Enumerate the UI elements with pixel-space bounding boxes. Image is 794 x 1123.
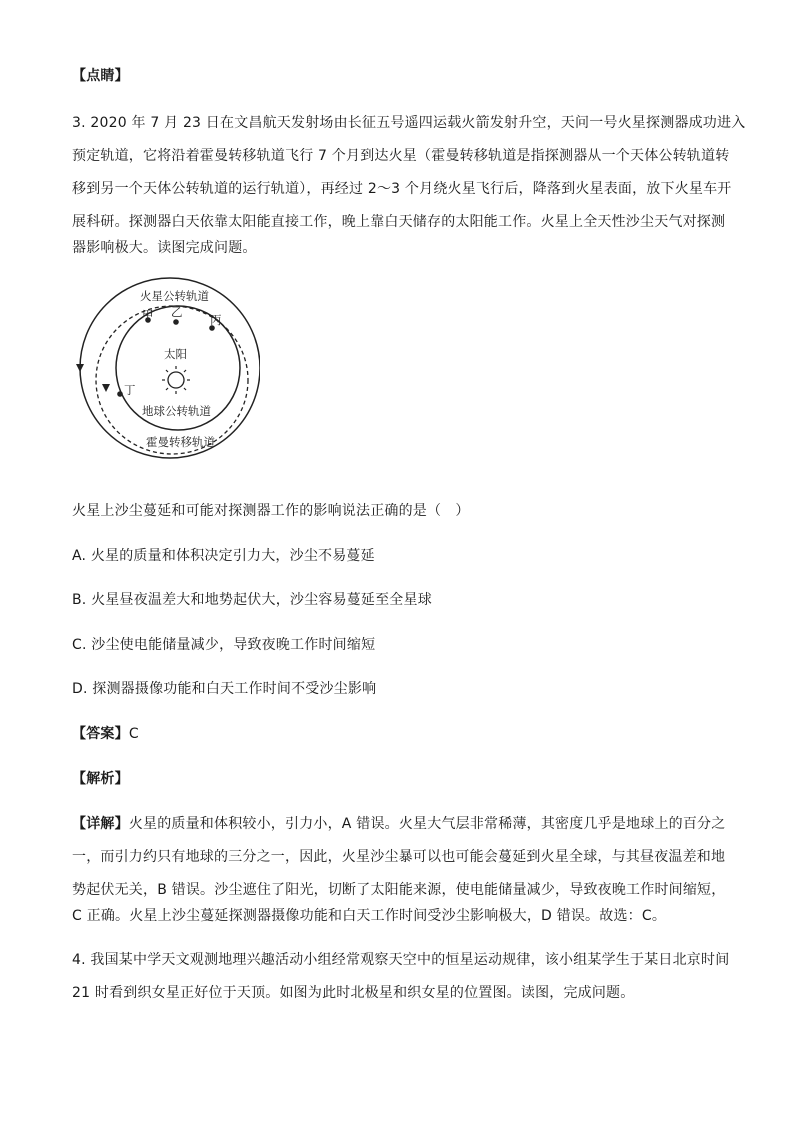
point-jia-label: 甲: [142, 308, 154, 322]
mars-orbit-arrow: [76, 364, 84, 372]
detail-line-1: [72, 814, 725, 834]
q3-text-line-4: 展科研。探测器白天依靠太阳能直接工作，晚上靠白天储存的太阳能工作。火星上全天性沙尘天气对探测: [72, 214, 726, 230]
detail-label: 【详解】: [72, 816, 129, 832]
answer-line: [72, 724, 139, 744]
detail-line-2: 一，而引力约只有地球的三分之一，因此，火星沙尘暴可以也可能会蔓延到火星全球，与其昼夜温差和地: [72, 849, 726, 865]
answer-label: 【答案】: [72, 726, 129, 742]
hohmann-orbit-arrow: [102, 384, 110, 392]
dianjing-header: 【点睛】: [72, 68, 129, 84]
option-c: C. 沙尘使电能储量减少，导致夜晚工作时间缩短: [72, 637, 376, 653]
hohmann-orbit-label: 霍曼转移轨道: [146, 435, 215, 449]
q3-text-line-5: 器影响极大。读图完成问题。: [72, 240, 257, 256]
q3-text-line-1: 3. 2020 年 7 月 23 日在文昌航天发射场由长征五号遥四运载火箭发射升空，天问一号火星探测器成功进入: [72, 115, 746, 131]
mars-orbit: [80, 278, 260, 458]
answer-value: C: [128, 726, 139, 742]
orbit-diagram: [60, 276, 260, 460]
q3-text-line-3: 移到另一个天体公转轨道的运行轨道），再经过 2～3 个月绕火星飞行后，降落到火星表面，放下火星车开: [72, 181, 732, 197]
mars-orbit-label: 火星公转轨道: [140, 289, 209, 303]
sun-icon: [162, 366, 190, 394]
point-ding-dot: [117, 391, 123, 397]
point-yi-dot: [173, 319, 179, 325]
earth-orbit-label: 地球公转轨道: [142, 404, 211, 418]
option-a: A. 火星的质量和体积决定引力大，沙尘不易蔓延: [72, 548, 375, 564]
option-d: D. 探测器摄像功能和白天工作时间不受沙尘影响: [72, 681, 377, 697]
sun-label: 太阳: [164, 347, 187, 361]
option-b: B. 火星昼夜温差大和地势起伏大，沙尘容易蔓延至全星球: [72, 592, 432, 608]
detail-text-1: 火星的质量和体积较小，引力小，A 错误。火星大气层非常稀薄，其密度几乎是地球上的百分之: [128, 816, 726, 832]
point-bing-label: 丙: [210, 313, 222, 327]
q4-text-line-1: 4. 我国某中学天文观测地理兴趣活动小组经常观察天空中的恒星运动规律，该小组某学生于某日北京时间: [72, 952, 730, 968]
point-ding-label: 丁: [124, 383, 136, 397]
detail-line-3: 势起伏无关，B 错误。沙尘遮住了阳光，切断了太阳能来源，使电能储量减少，导致夜晚工作时间缩短，: [72, 882, 726, 898]
q3-question: 火星上沙尘蔓延和可能对探测器工作的影响说法正确的是（ ）: [72, 503, 470, 519]
orbit-diagram-svg: [60, 276, 260, 460]
analysis-label: 【解析】: [72, 771, 129, 787]
q4-text-line-2: 21 时看到织女星正好位于天顶。如图为此时北极星和织女星的位置图。读图，完成问题。: [72, 985, 635, 1001]
detail-line-4: C 正确。火星上沙尘蔓延探测器摄像功能和白天工作时间受沙尘影响极大，D 错误。故选：C。: [72, 908, 667, 924]
q3-text-line-2: 预定轨道，它将沿着霍曼转移轨道飞行 7 个月到达火星（霍曼转移轨道是指探测器从一个天体公转轨道转: [72, 148, 730, 164]
point-yi-label: 乙: [171, 305, 183, 319]
